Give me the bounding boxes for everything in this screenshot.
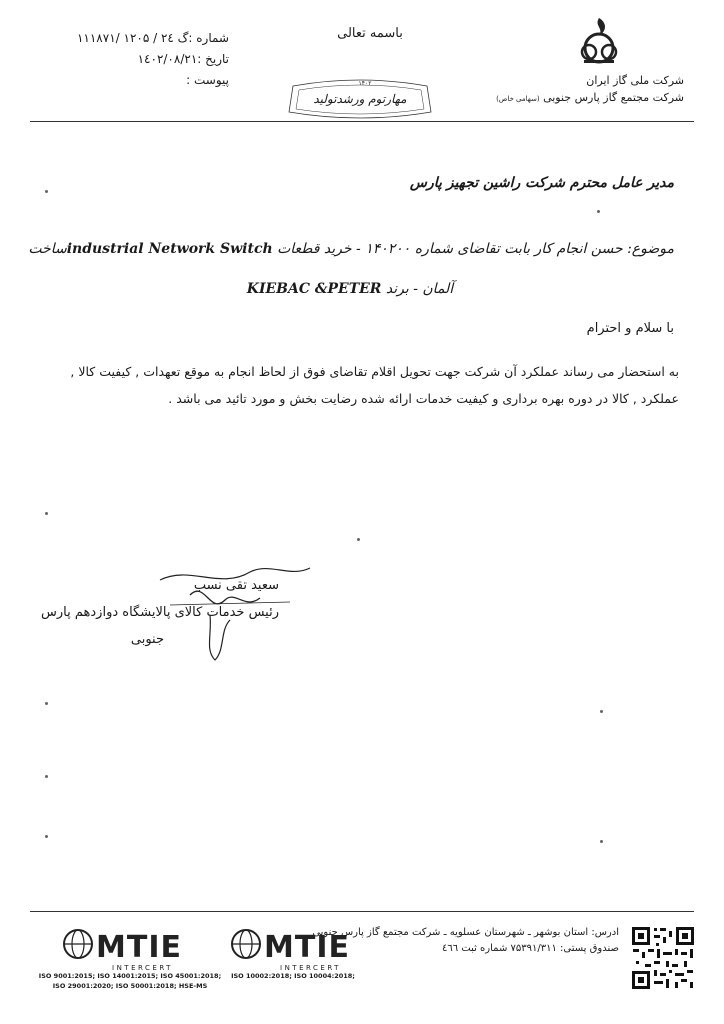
footer-rule xyxy=(30,911,694,912)
greeting: با سلام و احترام xyxy=(586,321,674,336)
letter-date: تاریخ :۱٤۰۲/۰۸/۲۱ xyxy=(137,52,229,66)
scan-dot xyxy=(600,710,603,713)
letter-meta xyxy=(29,28,229,91)
subject-brand: KIEBAC &PETER xyxy=(246,281,382,297)
letter-body xyxy=(39,358,679,412)
subject-line2-prefix: آلمان - برند xyxy=(385,281,454,297)
letter-number: شماره :گ ۲٤ / ۱۲۰۵ /۱۱۱۸۷۱ xyxy=(76,31,229,45)
letter-attachment: پیوست : xyxy=(186,73,229,87)
body-line-2: عملکرد , کالا در دوره بهره برداری و کیفیت خدمات ارائه شده رضایت بخش و مورد تائید می باشد . xyxy=(168,391,679,406)
scan-dot xyxy=(357,538,360,541)
footer-address xyxy=(312,925,619,957)
nigc-flame-logo-icon xyxy=(574,14,624,66)
mtie-word: MTIE xyxy=(264,930,350,965)
subject-line-2 xyxy=(200,281,500,297)
company-name xyxy=(496,72,684,108)
scan-dot xyxy=(45,512,48,515)
intercert-word: INTERCERT xyxy=(112,964,173,972)
stamp-text: مهارتوم ورشدتولید xyxy=(313,92,407,106)
company-suffix: (سهامی خاص) xyxy=(496,95,540,103)
body-line-1: به استحضار می رساند عملکرد آن شرکت جهت تحویل اقلام تقاضای فوق از لحاظ انجام به موقع تعهدات , کیفیت کالا , xyxy=(70,364,679,379)
company-line-2: شرکت مجتمع گاز پارس جنوبی (سهامی خاص) xyxy=(496,91,684,104)
address-line-1: ادرس: استان بوشهر ـ شهرستان عسلویه ـ شرکت مجتمع گاز پارس جنوبی xyxy=(312,927,619,938)
scan-dot xyxy=(45,775,48,778)
stamp-number: ۱۴۰۲ xyxy=(358,80,372,87)
header-rule xyxy=(30,121,694,122)
mtie-intercert-logo-icon xyxy=(228,926,358,974)
scan-dot xyxy=(597,210,600,213)
signer-title-1: رئیس خدمات کالای پالایشگاه دوازدهم پارس xyxy=(41,605,279,620)
mtie-intercert-logo-icon xyxy=(60,926,190,974)
subject-product: industrial Network Switch xyxy=(66,241,273,257)
subject-suffix: ساخت xyxy=(28,241,67,257)
intercert-word: INTERCERT xyxy=(280,964,341,972)
signer-title-2: جنوبی xyxy=(130,632,164,647)
subject-prefix: موضوع: حسن انجام کار بابت تقاضای شماره ۱۴۰۲۰۰ - خرید قطعات xyxy=(277,241,674,257)
iso-certs-left: ISO 9001:2015; ISO 14001:2015; ISO 45001:2018; ISO 29001:2020; ISO 50001:2018; HSE-MS xyxy=(38,972,222,990)
company-line-1: شرکت ملی گاز ایران xyxy=(586,74,684,87)
mtie-word: MTIE xyxy=(96,930,182,965)
scan-dot xyxy=(45,702,48,705)
scan-dot xyxy=(45,835,48,838)
subject-line xyxy=(28,241,674,257)
addressee: مدیر عامل محترم شرکت راشین تجهیز پارس xyxy=(409,175,674,191)
signer-name: سعید تقی نسب xyxy=(193,578,279,593)
iso-certs-right: ISO 10002:2018; ISO 10004:2018; xyxy=(231,972,355,980)
bismillah: باسمه تعالی xyxy=(337,26,403,41)
signature-block xyxy=(41,572,279,653)
scan-dot xyxy=(45,190,48,193)
scan-dot xyxy=(600,840,603,843)
qr-code-icon xyxy=(630,925,696,991)
address-line-2: صندوق پستی: ۷۵۳۹۱/۳۱۱ شماره ثبت ٤٦٦ xyxy=(441,943,619,954)
